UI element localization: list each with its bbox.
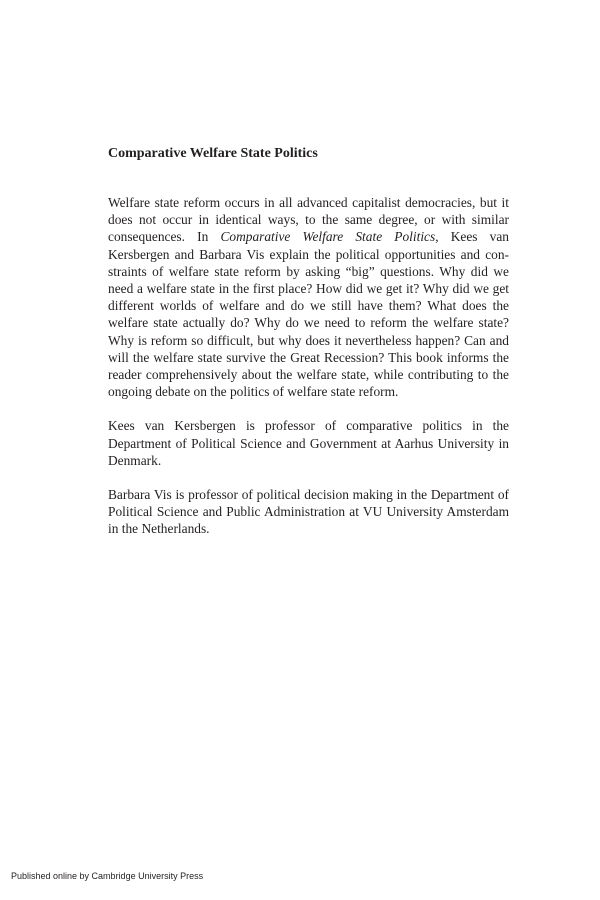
description-text-start: Welfare state reform occurs in all advanced capitalist democracies, but it does not occur in identical ways, to the same degree, or with similar consequences. In xyxy=(108,195,509,245)
author-bio-barbara: Barbara Vis is professor of political decision making in the Department of Political Science and Public Administration at VU University Amsterdam in the Netherlands. xyxy=(108,487,509,537)
author-bio-kees: Kees van Kersbergen is professor of comparative politics in the Department of Political Science and Government at Aarhus University in Denmark. xyxy=(108,418,509,468)
description-book-title: Comparative Welfare State Politics xyxy=(220,229,436,245)
description-text-end: , Kees van Kersbergen and Barbara Vis explain the political opportunities and constraints of welfare state reform by asking “big” questions. Why did we need a welfare state in the first place? How did we get it? Why did we get different worlds of welfare and do we still have them? What does the welfare state actually do? Why do we need to reform the welfare state? Why is reform so difficult, but why does it nevertheless happen? Can and will the welfare state survive the Great Recession? This book informs the reader comprehensively about the welfare state, while contributing to the ongoing debate on the politics of welfare state reform. xyxy=(108,229,509,400)
page-title: Comparative Welfare State Politics xyxy=(108,146,318,161)
book-description-block xyxy=(108,194,509,538)
description-paragraph xyxy=(108,194,509,400)
publisher-footer: Published online by Cambridge University Press xyxy=(11,871,204,881)
